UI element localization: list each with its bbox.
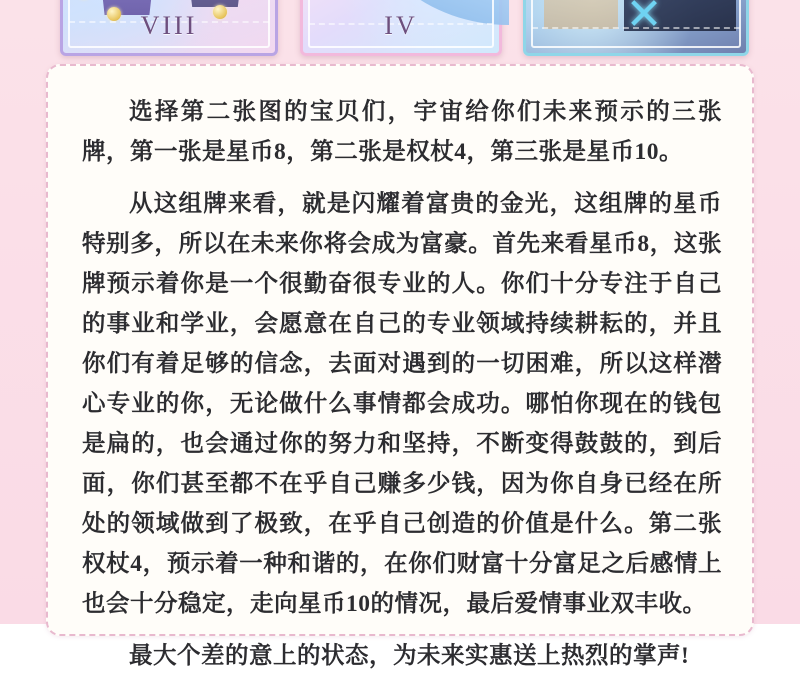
paragraph-partial: 最大个差的意上的状态，为未来实惠送上热烈的掌声! [129,643,690,669]
tarot-card-pentacles-eight[interactable] [60,0,278,56]
tarot-card-strip [0,0,800,62]
paragraph-body: 从这组牌来看，就是闪耀着富贵的金光，这组牌的星币特别多，所以在未来你将会成为富豪。首先来看星币8，这张牌预示着你是一个很勤奋很专业的人。你们十分专注于自己的事业和学业，会愿意在自己的专业领域持续耕耘的，并且你们有着足够的信念，去面对遇到的一切困难，所以这样潜心专业的你，无论做什么事情都会成功。哪怕你现在的钱包是扁的，也会通过你的努力和坚持，不断变得鼓鼓的，到后面，你们甚至都不在乎自己赚多少钱，因为你自身已经在所处的领域做到了极致，在乎自己创造的价值是什么。第二张权杖4，预示着一种和谐的，在你们财富十分富足之后感情上也会十分稳定，走向星币10的情况，最后爱情事业双丰收。 [82,191,722,617]
tarot-card-wands-four[interactable] [300,0,502,56]
paragraph-intro: 选择第二张图的宝贝们，宇宙给你们未来预示的三张牌，第一张是星币8，第二张是权杖4，第三张是星币10。 [82,99,722,165]
card-inner-border [531,0,741,48]
cross-icon: ✕ [625,0,663,39]
reading-text-panel [46,64,754,669]
tarot-card-pentacles-three[interactable] [523,0,749,56]
card-roman-numeral: IV [384,11,418,40]
card-roman-numeral: VIII [140,11,198,40]
